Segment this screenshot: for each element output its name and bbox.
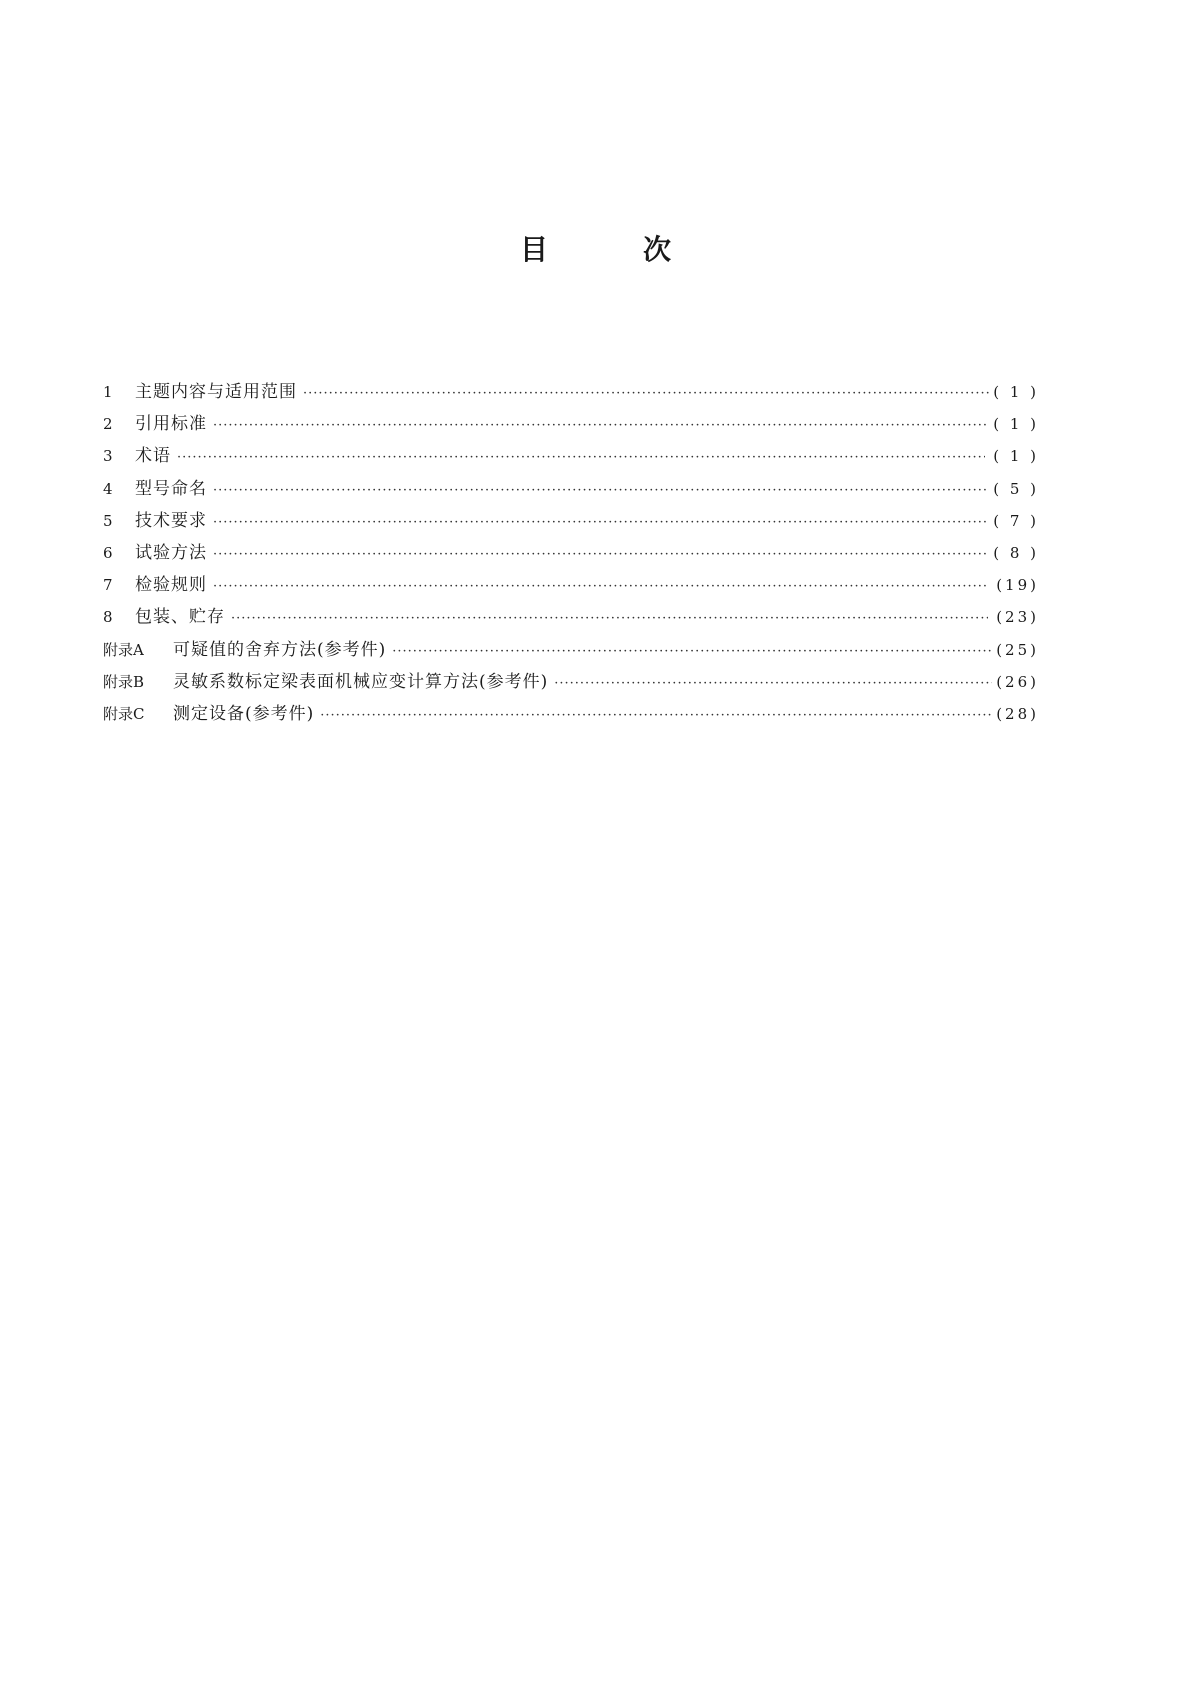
toc-dot-leader bbox=[213, 539, 987, 571]
toc-dot-leader bbox=[177, 442, 985, 474]
toc-dot-leader bbox=[320, 700, 992, 732]
toc-entry[interactable] bbox=[103, 601, 1039, 633]
toc-entry-page: (26) bbox=[996, 672, 1039, 691]
toc-entry-number: 附录C bbox=[103, 704, 145, 723]
toc-entry-title: 灵敏系数标定梁表面机械应变计算方法(参考件) bbox=[173, 671, 549, 692]
toc-entry[interactable] bbox=[103, 537, 1039, 569]
toc-entry-title: 引用标准 bbox=[135, 414, 207, 435]
toc-entry[interactable] bbox=[103, 440, 1039, 472]
toc-dot-leader bbox=[392, 636, 992, 668]
toc-entry-number: 4 bbox=[103, 479, 113, 498]
toc-entry-number: 附录A bbox=[103, 640, 144, 659]
toc-entry-number: 5 bbox=[103, 511, 113, 530]
toc-entry-title: 试验方法 bbox=[135, 542, 207, 563]
toc-entry-page: ( 1 ) bbox=[993, 415, 1039, 434]
toc-entry-number: 6 bbox=[103, 543, 113, 562]
toc-entry-page: ( 8 ) bbox=[993, 543, 1039, 562]
toc-dot-leader bbox=[213, 571, 987, 603]
toc-entry[interactable] bbox=[103, 666, 1039, 698]
toc-entry[interactable] bbox=[103, 505, 1039, 537]
toc-entry-page: ( 5 ) bbox=[993, 479, 1039, 498]
toc-entry-title: 包装、贮存 bbox=[135, 607, 225, 628]
toc-entry-page: ( 1 ) bbox=[993, 383, 1039, 401]
toc-entry-page: ( 7 ) bbox=[993, 511, 1039, 530]
toc-entry[interactable] bbox=[103, 473, 1039, 505]
toc-entry-title: 技术要求 bbox=[135, 510, 207, 531]
toc-dot-leader bbox=[554, 668, 992, 700]
toc-dot-leader bbox=[213, 410, 987, 442]
table-of-contents bbox=[103, 376, 1039, 730]
toc-dot-leader bbox=[213, 507, 987, 539]
toc-entry-title: 主题内容与适用范围 bbox=[135, 382, 297, 402]
toc-entry[interactable] bbox=[103, 698, 1039, 730]
toc-entry-number: 2 bbox=[103, 415, 113, 434]
toc-entry-title: 术语 bbox=[135, 446, 171, 467]
toc-entry-number: 1 bbox=[103, 383, 113, 401]
toc-entry-number: 7 bbox=[103, 576, 113, 595]
toc-entry-page: (28) bbox=[996, 704, 1039, 723]
toc-entry-number: 8 bbox=[103, 608, 113, 627]
toc-entry[interactable] bbox=[103, 634, 1039, 666]
page-title bbox=[0, 228, 1191, 268]
toc-dot-leader bbox=[231, 603, 988, 635]
toc-entry-page: (19) bbox=[996, 576, 1039, 595]
toc-entry-number: 附录B bbox=[103, 672, 145, 691]
title-char-1: 目 bbox=[519, 233, 548, 266]
toc-entry-title: 测定设备(参考件) bbox=[173, 703, 315, 724]
toc-entry-title: 检验规则 bbox=[135, 575, 207, 596]
toc-dot-leader bbox=[303, 378, 989, 410]
toc-entry-page: ( 1 ) bbox=[993, 447, 1039, 466]
toc-entry[interactable] bbox=[103, 569, 1039, 601]
toc-entry-number: 3 bbox=[103, 447, 113, 466]
toc-entry-title: 可疑值的舍弃方法(参考件) bbox=[173, 639, 387, 660]
title-char-2: 次 bbox=[643, 233, 672, 266]
toc-entry-title: 型号命名 bbox=[135, 478, 207, 499]
toc-dot-leader bbox=[213, 475, 987, 507]
toc-entry[interactable] bbox=[103, 376, 1039, 408]
toc-entry-page: (23) bbox=[996, 608, 1039, 627]
toc-entry[interactable] bbox=[103, 408, 1039, 440]
toc-entry-page: (25) bbox=[996, 640, 1039, 659]
